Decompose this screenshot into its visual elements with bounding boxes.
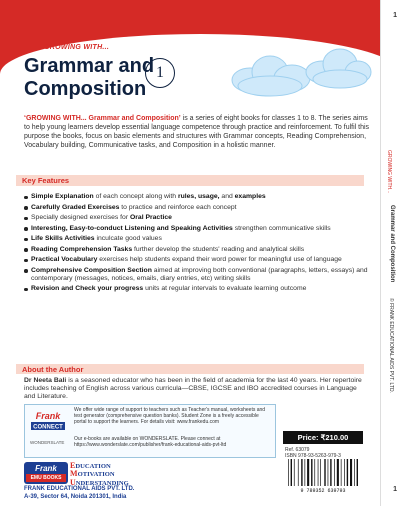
barcode-bar	[347, 459, 348, 486]
barcode	[285, 459, 361, 493]
svg-text:9 789352 639793: 9 789352 639793	[300, 488, 346, 493]
barcode-bar	[291, 459, 292, 486]
spine-number-bottom: 1	[393, 486, 397, 493]
publisher-name: FRANK EDUCATIONAL AIDS PVT. LTD.	[24, 486, 135, 492]
key-features-heading: Key Features	[22, 176, 70, 185]
book-number-badge: 1	[145, 58, 175, 88]
author-name: Dr Neeta Bali	[24, 377, 67, 384]
author-heading: About the Author	[22, 365, 84, 374]
wonderslate-text: Our e-books are available on WONDERSLATE. Please connect at https://www.wonderslate.com/publisher/frank-educational-aids-pvt-ltd	[74, 436, 227, 449]
emu-tagline: EDUCATION MOTIVATION UNDERSTANDING	[70, 461, 129, 487]
list-item: Interesting, Easy-to-conduct Listening and Speaking Activities strengthen communicative skills	[24, 225, 369, 233]
author-bio	[24, 377, 369, 402]
publisher-address: A-39, Sector 64, Noida 201301, India	[24, 494, 127, 500]
barcode-bar	[337, 459, 339, 486]
barcode-bar	[324, 459, 325, 486]
barcode-bar	[357, 459, 358, 486]
list-item: Practical Vocabulary exercises help students expand their word power for meaningful use of language	[24, 256, 369, 264]
list-item: Revision and Check your progress units at regular intervals to evaluate learning outcome	[24, 285, 369, 293]
spine-series: GROWING WITH...	[386, 150, 392, 194]
barcode-bar	[314, 459, 315, 486]
barcode-bar	[288, 459, 289, 486]
price-label: Price: ₹210.00	[283, 431, 363, 444]
barcode-bar	[318, 459, 319, 486]
barcode-bar	[334, 459, 335, 486]
isbn-number: ISBN 978-93-5263-979-3	[285, 453, 341, 459]
spine-publisher: © FRANK EDUCATIONAL AIDS PVT. LTD.	[388, 298, 394, 393]
list-item: Comprehensive Composition Section aimed at improving both conventional (paragraphs, letters, essays) and contemporary (messages, notices, emails, diary entries, etc) writing skills	[24, 267, 369, 284]
barcode-bar	[350, 459, 352, 486]
barcode-bar	[298, 459, 299, 486]
barcode-bar	[305, 459, 306, 486]
barcode-bar	[294, 459, 295, 486]
author-bio-text: is a seasoned educator who has been in the field of academia for the last 40 years. Her repertoire includes teaching of English across various curricula—CBSE, IGCSE and IBO accredited courses in Language and Literature.	[24, 377, 362, 401]
key-features-list	[24, 193, 369, 296]
barcode-bar	[354, 459, 355, 486]
frank-connect-text: We offer wide range of support to teachers such as Teacher's manual, worksheets and test generator (comprehensive question banks). Student Zone is a freely accessible portal to support the learners. For details visit: www.frankedu.com	[74, 407, 266, 426]
frank-connect-logo	[30, 408, 66, 438]
spine-title: Grammar and Composition	[389, 205, 395, 283]
frank-emu-logo: Frank EMU BOOKS	[24, 462, 68, 484]
book-title-line2: Composition	[24, 78, 147, 100]
list-item: Specially designed exercises for Oral Practice	[24, 214, 369, 222]
series-description-text: is a series of eight books for classes 1 to 8. The series aims to help young learners develop essential language competence through practice and reinforcement. To fulfil this purpose the books, focus on basic elements and structures with Grammar concepts, Reading Comprehension, Vocabulary building, Communicative tasks, and Composition in a holistic manner.	[24, 115, 370, 149]
book-title-line1: Grammar and	[24, 55, 155, 77]
barcode-bar	[307, 459, 309, 486]
barcode-area	[283, 446, 363, 498]
series-description	[24, 114, 374, 150]
barcode-bar	[328, 459, 329, 486]
list-item: Carefully Graded Exercises to practice and reinforce each concept	[24, 204, 369, 212]
svg-text:CONNECT: CONNECT	[33, 424, 63, 431]
list-item: Life Skills Activities inculcate good values	[24, 235, 369, 243]
barcode-bar	[330, 459, 331, 486]
barcode-bar	[341, 459, 342, 486]
barcode-bar	[344, 459, 345, 486]
svg-text:Frank: Frank	[35, 411, 61, 421]
barcode-bar	[311, 459, 312, 486]
list-item: Simple Explanation of each concept along with rules, usage, and examples	[24, 193, 369, 201]
spine-number: 1	[393, 12, 397, 19]
wonderslate-label: WONDERSLATE	[30, 440, 65, 445]
series-label: GROWING WITH...	[44, 44, 110, 51]
series-name-highlight: ‘GROWING WITH... Grammar and Composition’	[24, 115, 181, 122]
barcode-bar	[301, 459, 302, 486]
clouds-illustration	[222, 34, 372, 104]
list-item: Reading Comprehension Tasks further develop the students' reading and analytical skills	[24, 246, 369, 254]
ref-number: Ref. 63079	[285, 447, 310, 453]
barcode-bar	[320, 459, 321, 486]
